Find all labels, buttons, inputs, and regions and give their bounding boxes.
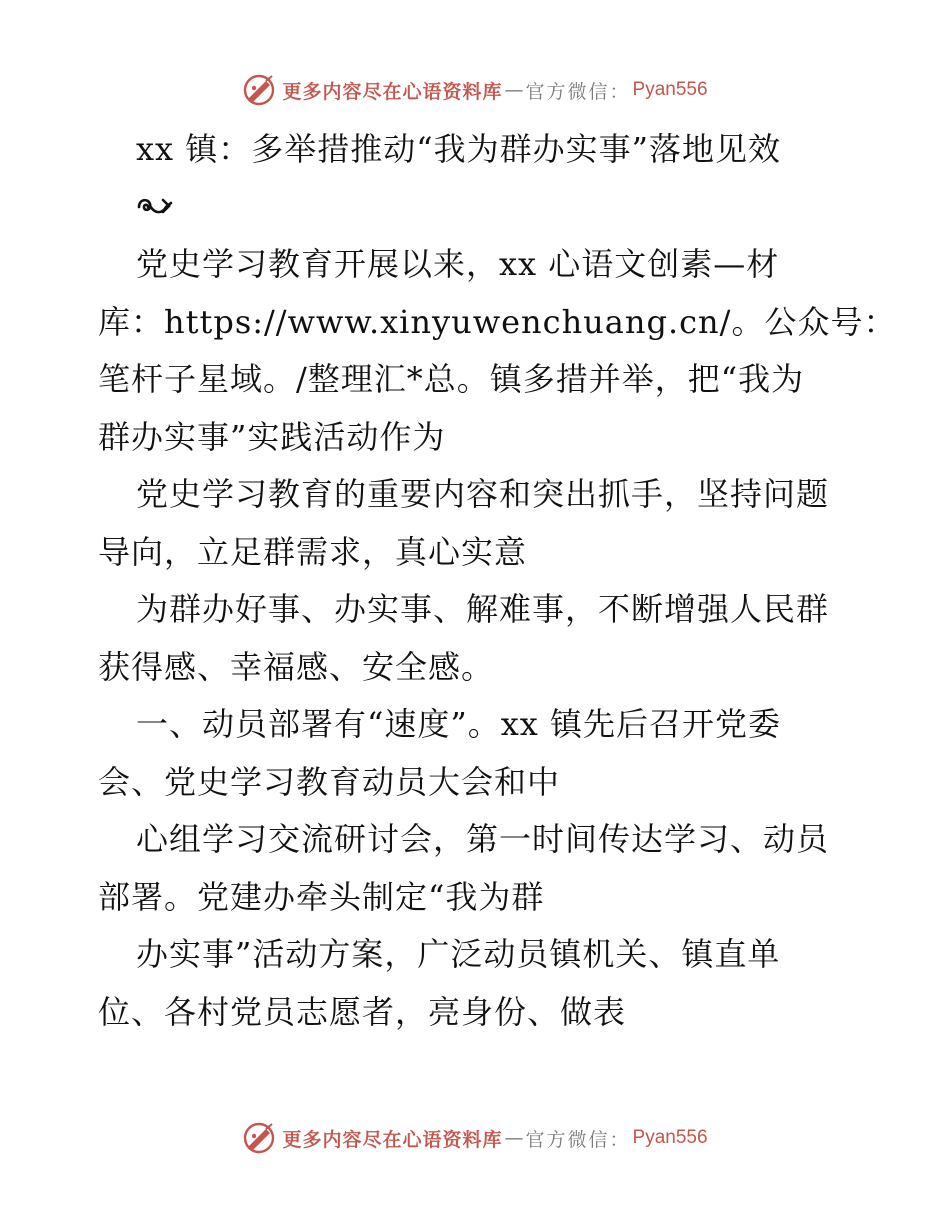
pen-seal-logo-icon (242, 1121, 276, 1155)
text-line: 位、各村党员志愿者，亮身份、做表 (98, 992, 627, 1031)
text-line: 库：https://www.xinyuwenchuang.cn/。公众号： (98, 302, 897, 341)
text-line: 笔杆子星域。/整理汇*总。镇多措并举，把“我为 (98, 360, 805, 398)
text-line: 党史学习教育开展以来，xx 心语文创素—材 (136, 245, 780, 283)
paragraph-lines (98, 236, 897, 1041)
banner-colon: ： (609, 1128, 629, 1151)
text-line: 会、党史学习教育动员大会和中 (98, 762, 561, 801)
text-line: 为群办好事、办实事、解难事，不断增强人民群 (136, 590, 830, 628)
text-line: 群办实事”实践活动作为 (98, 417, 446, 456)
text-line: 心组学习交流研讨会，第一时间传达学习、动员 (136, 820, 830, 858)
text-line: 获得感、幸福感、安全感。 (98, 647, 495, 686)
document-title: xx 镇：多举措推动“我为群办实事”落地见效 (136, 130, 781, 168)
banner-wechat-label: 官方微信 (525, 1128, 610, 1151)
text-line: 办实事”活动方案，广泛动员镇机关、镇直单 (136, 935, 781, 973)
header-banner (0, 70, 950, 110)
pen-seal-logo-icon (242, 73, 276, 107)
text-line: 导向，立足群需求，真心实意 (98, 532, 528, 571)
document-body (98, 121, 897, 1041)
banner-separator: — (504, 1127, 524, 1149)
text-line: 一、动员部署有“速度”。xx 镇先后召开党委 (136, 705, 781, 743)
text-line: 党史学习教育的重要内容和突出抓手，坚持问题 (136, 475, 830, 513)
banner-wechat-id: Pyan556 (632, 79, 708, 100)
banner-site-text: 更多内容尽在心语资料库 (282, 1128, 503, 1151)
banner-wechat-id: Pyan556 (632, 1127, 708, 1148)
banner-colon: ： (609, 80, 629, 103)
title-ornament (98, 179, 858, 237)
banner-separator: — (504, 79, 524, 101)
banner-wechat-label: 官方微信 (525, 80, 610, 103)
banner-site-text: 更多内容尽在心语资料库 (282, 80, 503, 103)
scroll-flourish-icon (136, 194, 174, 220)
text-line: 部署。党建办牵头制定“我为群 (98, 877, 545, 916)
footer-banner (0, 1118, 950, 1158)
